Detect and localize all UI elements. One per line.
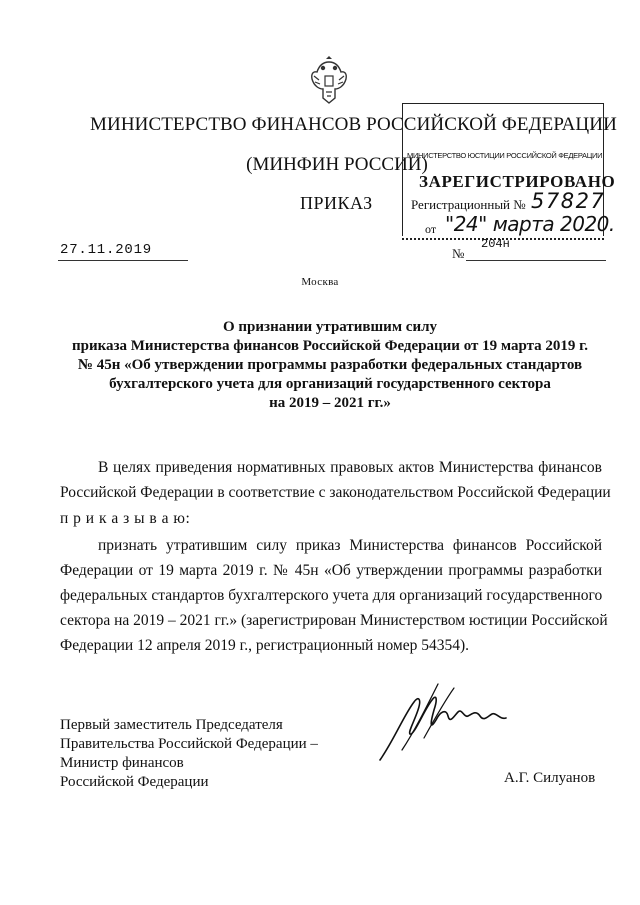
stamp-number-label: Регистрационный № xyxy=(411,197,526,212)
coat-of-arms-emblem xyxy=(309,56,349,106)
number-underline xyxy=(466,260,606,261)
order-number: 204н xyxy=(481,237,510,251)
body-line: Федерации от 19 марта 2019 г. № 45н «Об утверждении программы разработки xyxy=(60,562,602,579)
handwritten-signature xyxy=(374,680,530,770)
title-line: № 45н «Об утверждении программы разработки федеральных стандартов xyxy=(77,357,583,373)
body-line: федеральных стандартов бухгалтерского учета для организаций государственного xyxy=(60,587,603,604)
stamp-date: "24" марта 2020. xyxy=(445,212,615,236)
registration-stamp xyxy=(402,103,616,236)
signer-position xyxy=(60,716,318,792)
order-city: Москва xyxy=(301,276,339,288)
order-number-sign: № xyxy=(452,246,465,261)
body-line: признать утратившим силу приказ Министерства финансов Российской xyxy=(98,537,602,554)
signer-position-line: Министр финансов xyxy=(60,755,184,771)
title-line: О признании утратившим силу xyxy=(223,319,437,335)
signer-name: А.Г. Силуанов xyxy=(504,770,596,786)
stamp-ministry: МИНИСТЕРСТВО ЮСТИЦИИ РОССИЙСКОЙ ФЕДЕРАЦИИ xyxy=(407,151,603,160)
body-line: В целях приведения нормативных правовых актов Министерства финансов xyxy=(98,459,602,476)
signer-position-line: Правительства Российской Федерации – xyxy=(60,736,318,752)
body-line-decree: п р и к а з ы в а ю: xyxy=(60,510,191,527)
title-line: на 2019 – 2021 гг.» xyxy=(269,395,391,411)
signer-position-line: Российской Федерации xyxy=(60,774,209,790)
title-line: приказа Министерства финансов Российской Федерации от 19 марта 2019 г. xyxy=(71,338,589,354)
stamp-number: 57827 xyxy=(531,189,606,213)
document-type: ПРИКАЗ xyxy=(300,193,373,213)
document-title xyxy=(40,318,620,413)
ministry-name: МИНИСТЕРСТВО ФИНАНСОВ РОССИЙСКОЙ ФЕДЕРАЦИИ xyxy=(90,114,617,135)
title-line: бухгалтерского учета для организаций государственного сектора xyxy=(109,376,551,392)
date-underline xyxy=(58,260,188,261)
order-date: 27.11.2019 xyxy=(60,242,153,258)
signer-position-line: Первый заместитель Председателя xyxy=(60,717,283,733)
stamp-status: ЗАРЕГИСТРИРОВАНО xyxy=(419,172,616,191)
body-line: Федерации 12 апреля 2019 г., регистрационный номер 54354). xyxy=(60,637,470,654)
ministry-abbreviation: (МИНФИН РОССИИ) xyxy=(246,154,428,175)
body-line: сектора на 2019 – 2021 гг.» (зарегистрирован Министерством юстиции Российской xyxy=(60,612,608,629)
stamp-date-prefix: от xyxy=(425,222,437,236)
body-line: Российской Федерации в соответствие с законодательством Российской Федерации xyxy=(60,484,611,501)
